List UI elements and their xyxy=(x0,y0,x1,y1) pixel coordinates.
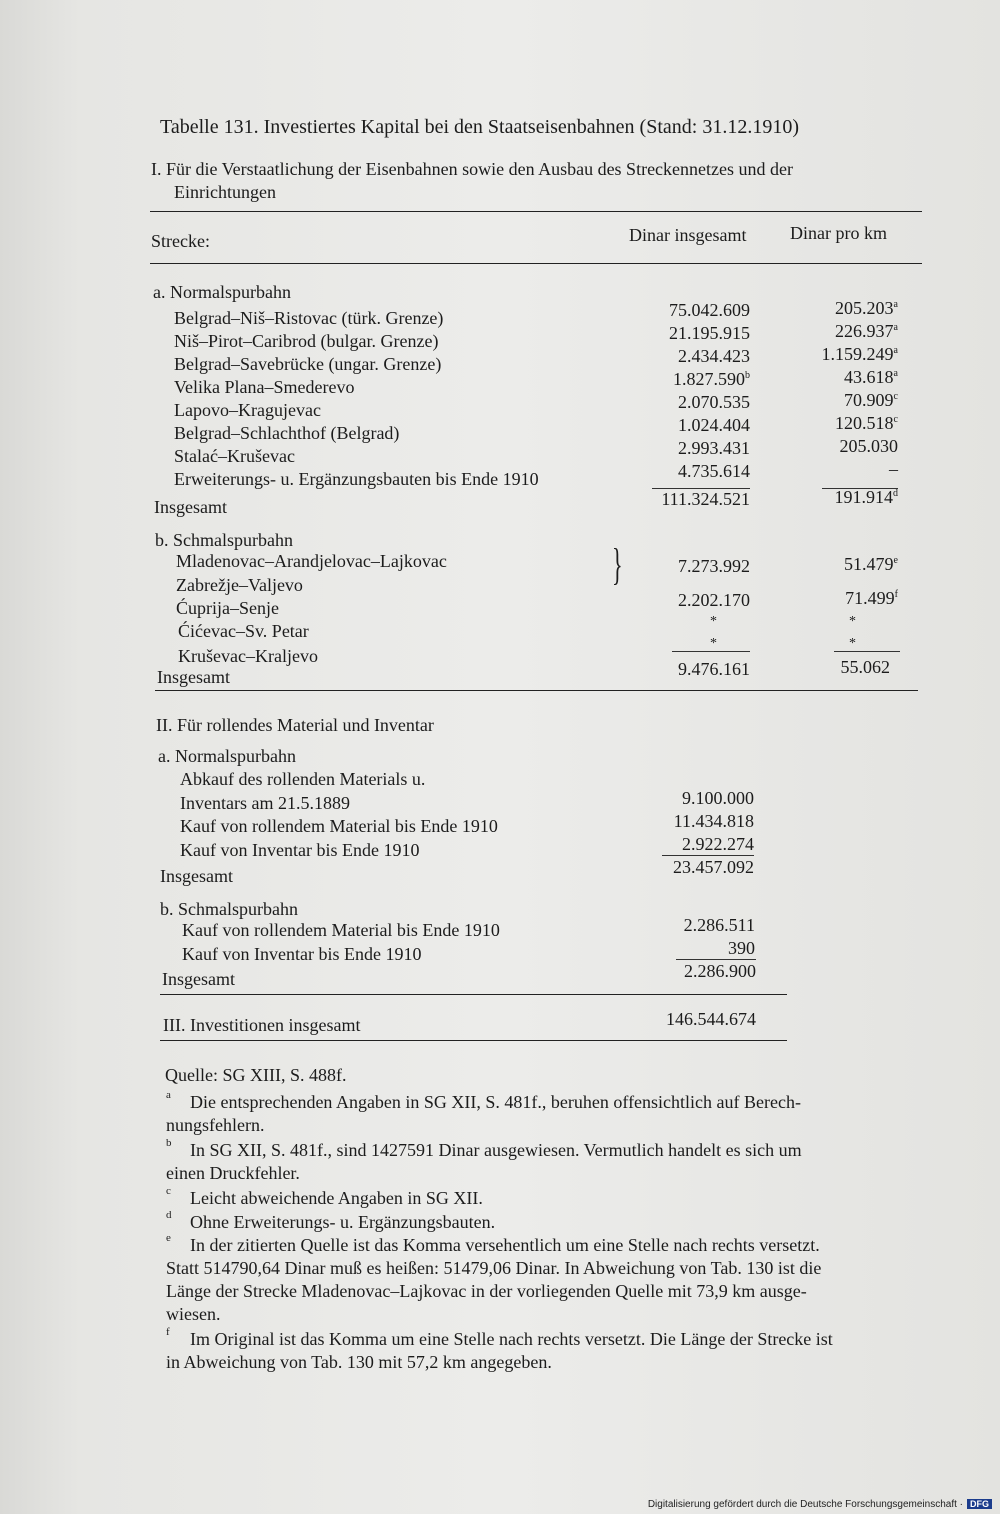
dfg-footer: Digitalisierung gefördert durch die Deutsche Forschungsgemeinschaft · DFG xyxy=(648,1499,992,1510)
narrow-cuprija-perkm: 71.499$^f$ xyxy=(845,588,898,608)
s2-normal-value-4: 2.922.274 xyxy=(682,834,754,854)
footnote-line: Ohne Erweiterungs- u. Ergänzungsbauten. xyxy=(190,1212,496,1232)
narrow-cuprija-total: 2.202.170 xyxy=(678,590,750,610)
s2-narrow-row-2: Kauf von Inventar bis Ende 1910 xyxy=(182,944,422,964)
s2-narrow-header: b. Schmalspurbahn xyxy=(160,899,298,919)
footnote-line: in Abweichung von Tab. 130 mit 57,2 km angegeben. xyxy=(166,1352,552,1372)
s2-normal-row-2: Inventars am 21.5.1889 xyxy=(180,793,350,813)
footnote-mark: a xyxy=(166,1089,171,1101)
col-header-dinar-insgesamt: Dinar insgesamt xyxy=(629,225,747,245)
normal-row-perkm: 205.030 xyxy=(839,436,898,456)
normal-row-total: 4.735.614 xyxy=(678,461,750,481)
s2-normal-value-2: 9.100.000 xyxy=(682,788,754,808)
footnote-line: Leicht abweichende Angaben in SG XII. xyxy=(190,1188,483,1208)
star-total-2: * xyxy=(710,636,717,651)
s2-normal-total-label: Insgesamt xyxy=(160,866,233,886)
rule-section-2-end xyxy=(160,994,787,995)
section-3-label: III. Investitionen insgesamt xyxy=(163,1015,361,1035)
normal-row-name: Belgrad–Schlachthof (Belgrad) xyxy=(174,423,400,443)
star-perkm-1: * xyxy=(849,614,856,629)
footnote-mark: d xyxy=(166,1209,172,1221)
normal-total-label: Insgesamt xyxy=(154,497,227,517)
footnote-line: Im Original ist das Komma um eine Stelle nach rechts versetzt. Die Länge der Strecke ist xyxy=(190,1329,833,1349)
narrow-row-4: Ćićevac–Sv. Petar xyxy=(178,621,309,641)
normal-row-total: 1.827.590$^b$ xyxy=(673,369,750,389)
footnote-mark: b xyxy=(166,1137,172,1149)
narrow-row-5: Kruševac–Kraljevo xyxy=(178,646,318,666)
narrow-total: 9.476.161 xyxy=(678,659,750,679)
normal-row-perkm: – xyxy=(889,459,898,479)
s2-narrow-value-2: 390 xyxy=(728,938,755,958)
footnote-line: In SG XII, S. 481f., sind 1427591 Dinar ausgewiesen. Vermutlich handelt es sich um xyxy=(190,1140,802,1160)
footnote-line: In der zitierten Quelle ist das Komma versehentlich um eine Stelle nach rechts versetzt. xyxy=(190,1235,820,1255)
s2-normal-value-3: 11.434.818 xyxy=(673,811,754,831)
normal-row-name: Velika Plana–Smederevo xyxy=(174,377,355,397)
narrow-total-perkm: 55.062 xyxy=(840,657,890,677)
normal-row-total: 21.195.915 xyxy=(669,323,750,343)
narrow-sum-rule-km xyxy=(834,651,900,652)
footnote-mark: c xyxy=(166,1185,171,1197)
narrow-total-label: Insgesamt xyxy=(157,667,230,687)
normal-row-perkm: 226.937$^a$ xyxy=(835,321,898,341)
rule-header xyxy=(150,263,922,264)
normal-row-name: Stalać–Kruševac xyxy=(174,446,295,466)
normal-row-perkm: 70.909$^c$ xyxy=(844,390,898,410)
normal-row-total: 2.070.535 xyxy=(678,392,750,412)
footnote-line: wiesen. xyxy=(166,1304,221,1324)
rule-top xyxy=(150,211,922,212)
footnote-line: Länge der Strecke Mladenovac–Lajkovac in der vorliegenden Quelle mit 73,9 km ausge- xyxy=(166,1281,807,1301)
s2-normal-row-4: Kauf von Inventar bis Ende 1910 xyxy=(180,840,420,860)
normal-row-perkm: 205.203$^a$ xyxy=(835,298,898,318)
narrow-header: b. Schmalspurbahn xyxy=(155,530,293,550)
footnote-mark: e xyxy=(166,1232,171,1244)
s2-narrow-value-1: 2.286.511 xyxy=(683,915,755,935)
col-header-strecke: Strecke: xyxy=(151,231,210,251)
s2-narrow-total-label: Insgesamt xyxy=(162,969,235,989)
dfg-logo: DFG xyxy=(967,1499,992,1509)
rule-section-3-end xyxy=(160,1040,787,1041)
section-1-heading: I. Für die Verstaatlichung der Eisenbahnen sowie den Ausbau des Streckennetzes und der xyxy=(151,159,793,179)
narrow-combined-total: 7.273.992 xyxy=(678,556,750,576)
section-3-value: 146.544.674 xyxy=(666,1009,756,1029)
col-header-dinar-pro-km: Dinar pro km xyxy=(790,223,887,243)
normal-header: a. Normalspurbahn xyxy=(153,282,291,302)
normal-row-perkm: 1.159.249$^a$ xyxy=(821,344,898,364)
narrow-combined-perkm: 51.479e xyxy=(844,554,898,574)
narrow-row-3: Ćuprija–Senje xyxy=(176,598,279,618)
star-perkm-2: * xyxy=(849,636,856,651)
footnote-line: Statt 514790,64 Dinar muß es heißen: 51479,06 Dinar. In Abweichung von Tab. 130 ist die xyxy=(166,1258,822,1278)
normal-row-name: Belgrad–Savebrücke (ungar. Grenze) xyxy=(174,354,442,374)
s2-normal-header: a. Normalspurbahn xyxy=(158,746,296,766)
brace-symbol: } xyxy=(612,540,623,589)
normal-row-total: 2.993.431 xyxy=(678,438,750,458)
normal-row-total: 1.024.404 xyxy=(678,415,750,435)
s2-normal-row-3: Kauf von rollendem Material bis Ende 1910 xyxy=(180,816,498,836)
normal-row-name: Belgrad–Niš–Ristovac (türk. Grenze) xyxy=(174,308,444,328)
footnote-line: einen Druckfehler. xyxy=(166,1163,300,1183)
normal-row-name: Erweiterungs- u. Ergänzungsbauten bis Ende 1910 xyxy=(174,469,539,489)
table-title: Tabelle 131. Investiertes Kapital bei den Staatseisenbahnen (Stand: 31.12.1910) xyxy=(160,116,799,138)
footnote-line: nungsfehlern. xyxy=(166,1115,265,1135)
normal-total-perkm: 191.914$^d$ xyxy=(834,487,898,507)
narrow-sum-rule xyxy=(672,651,750,652)
star-total-1: * xyxy=(710,614,717,629)
normal-total: 111.324.521 xyxy=(661,489,750,509)
normal-row-perkm: 43.618$^a$ xyxy=(844,367,898,387)
section-1-heading-cont: Einrichtungen xyxy=(174,182,276,202)
footnote-line: Die entsprechenden Angaben in SG XII, S. 481f., beruhen offensichtlich auf Berech- xyxy=(190,1092,801,1112)
section-2-heading: II. Für rollendes Material und Inventar xyxy=(156,715,434,735)
normal-row-name: Lapovo–Kragujevac xyxy=(174,400,321,420)
s2-narrow-total: 2.286.900 xyxy=(684,961,756,981)
s2-normal-row-1: Abkauf des rollenden Materials u. xyxy=(180,769,426,789)
normal-row-total: 2.434.423 xyxy=(678,346,750,366)
source-note: Quelle: SG XIII, S. 488f. xyxy=(165,1065,347,1085)
narrow-row-2: Zabrežje–Valjevo xyxy=(176,575,303,595)
normal-row-name: Niš–Pirot–Caribrod (bulgar. Grenze) xyxy=(174,331,439,351)
s2-narrow-row-1: Kauf von rollendem Material bis Ende 1910 xyxy=(182,920,500,940)
s2-normal-total: 23.457.092 xyxy=(673,857,754,877)
rule-section-1-end xyxy=(155,690,918,691)
narrow-row-1: Mladenovac–Arandjelovac–Lajkovac xyxy=(176,551,447,571)
normal-row-total: 75.042.609 xyxy=(669,300,750,320)
normal-row-perkm: 120.518$^c$ xyxy=(835,413,898,433)
footnote-mark: f xyxy=(166,1326,170,1338)
